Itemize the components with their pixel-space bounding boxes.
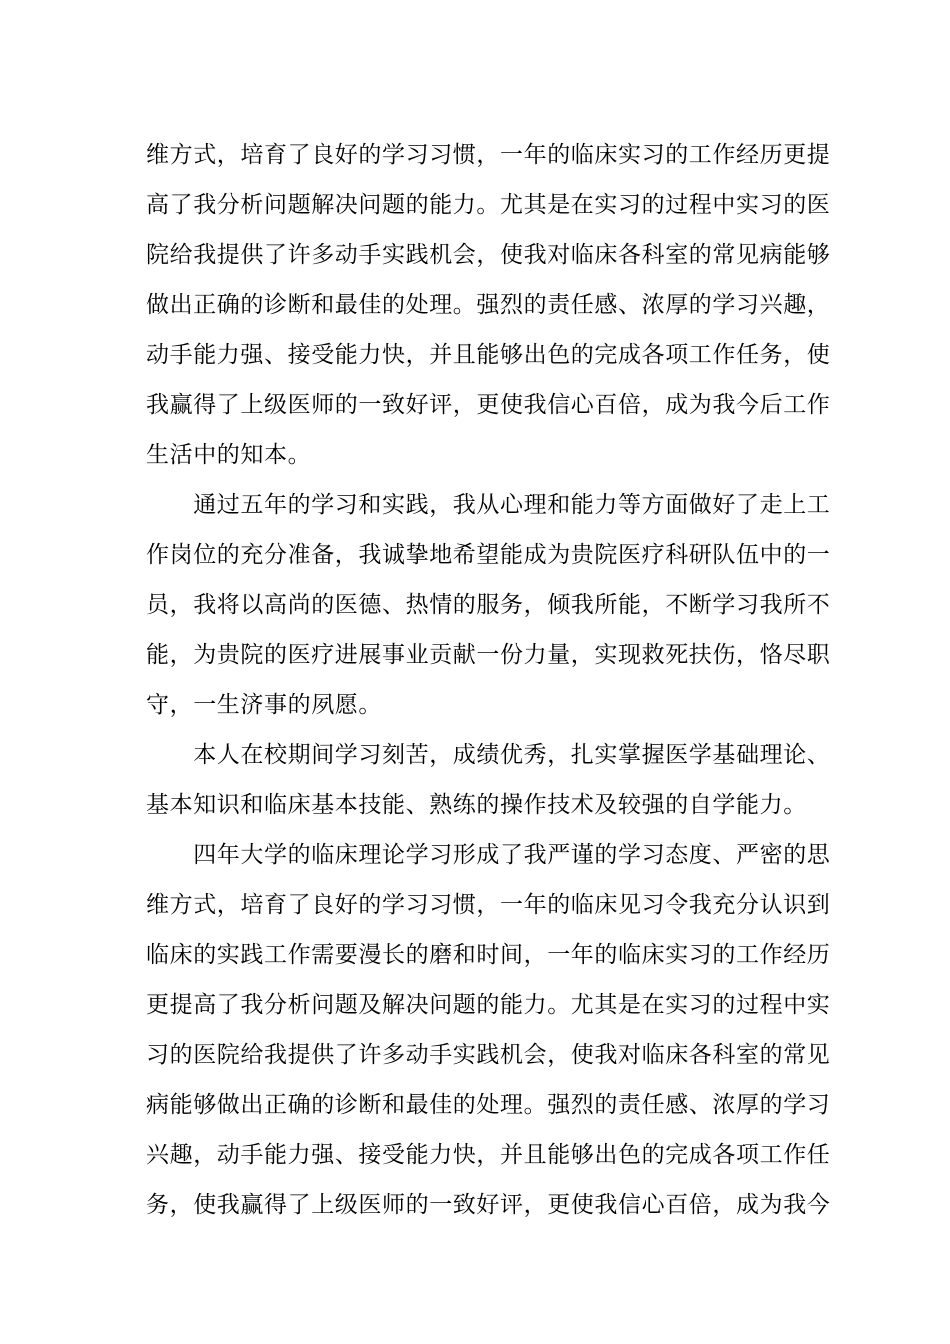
text-line: 习的医院给我提供了许多动手实践机会，使我对临床各科室的常见: [146, 1042, 831, 1068]
text-line: 作岗位的充分准备，我诚挚地希望能成为贵院医疗科研队伍中的一: [146, 542, 831, 568]
text-line: 动手能力强、接受能力快，并且能够出色的完成各项工作任务，使: [146, 342, 831, 368]
text-line: 守，一生济事的夙愿。: [146, 692, 382, 718]
text-line: 本人在校期间学习刻苦，成绩优秀，扎实掌握医学基础理论、: [146, 742, 831, 768]
text-line: 员，我将以高尚的医德、热情的服务，倾我所能，不断学习我所不: [146, 592, 831, 618]
text-line: 通过五年的学习和实践，我从心理和能力等方面做好了走上工: [146, 492, 831, 518]
text-line: 院给我提供了许多动手实践机会，使我对临床各科室的常见病能够: [146, 242, 831, 268]
text-line: 我赢得了上级医师的一致好评，更使我信心百倍，成为我今后工作: [146, 392, 831, 418]
text-line: 基本知识和临床基本技能、熟练的操作技术及较强的自学能力。: [146, 792, 807, 818]
text-line: 临床的实践工作需要漫长的磨和时间，一年的临床实习的工作经历: [146, 942, 831, 968]
text-line: 高了我分析问题解决问题的能力。尤其是在实习的过程中实习的医: [146, 192, 831, 218]
text-line: 病能够做出正确的诊断和最佳的处理。强烈的责任感、浓厚的学习: [146, 1092, 831, 1118]
text-line: 生活中的知本。: [146, 442, 312, 468]
text-line: 兴趣，动手能力强、接受能力快，并且能够出色的完成各项工作任: [146, 1142, 831, 1168]
text-line: 更提高了我分析问题及解决问题的能力。尤其是在实习的过程中实: [146, 992, 831, 1018]
text-line: 维方式，培育了良好的学习习惯，一年的临床实习的工作经历更提: [146, 142, 831, 168]
text-line: 四年大学的临床理论学习形成了我严谨的学习态度、严密的思: [146, 842, 831, 868]
text-line: 务，使我赢得了上级医师的一致好评，更使我信心百倍，成为我今: [146, 1192, 831, 1218]
text-line: 能，为贵院的医疗进展事业贡献一份力量，实现救死扶伤，恪尽职: [146, 642, 831, 668]
body-text: [146, 130, 831, 1230]
text-line: 维方式，培育了良好的学习习惯，一年的临床见习令我充分认识到: [146, 892, 831, 918]
text-line: 做出正确的诊断和最佳的处理。强烈的责任感、浓厚的学习兴趣，: [146, 292, 831, 318]
